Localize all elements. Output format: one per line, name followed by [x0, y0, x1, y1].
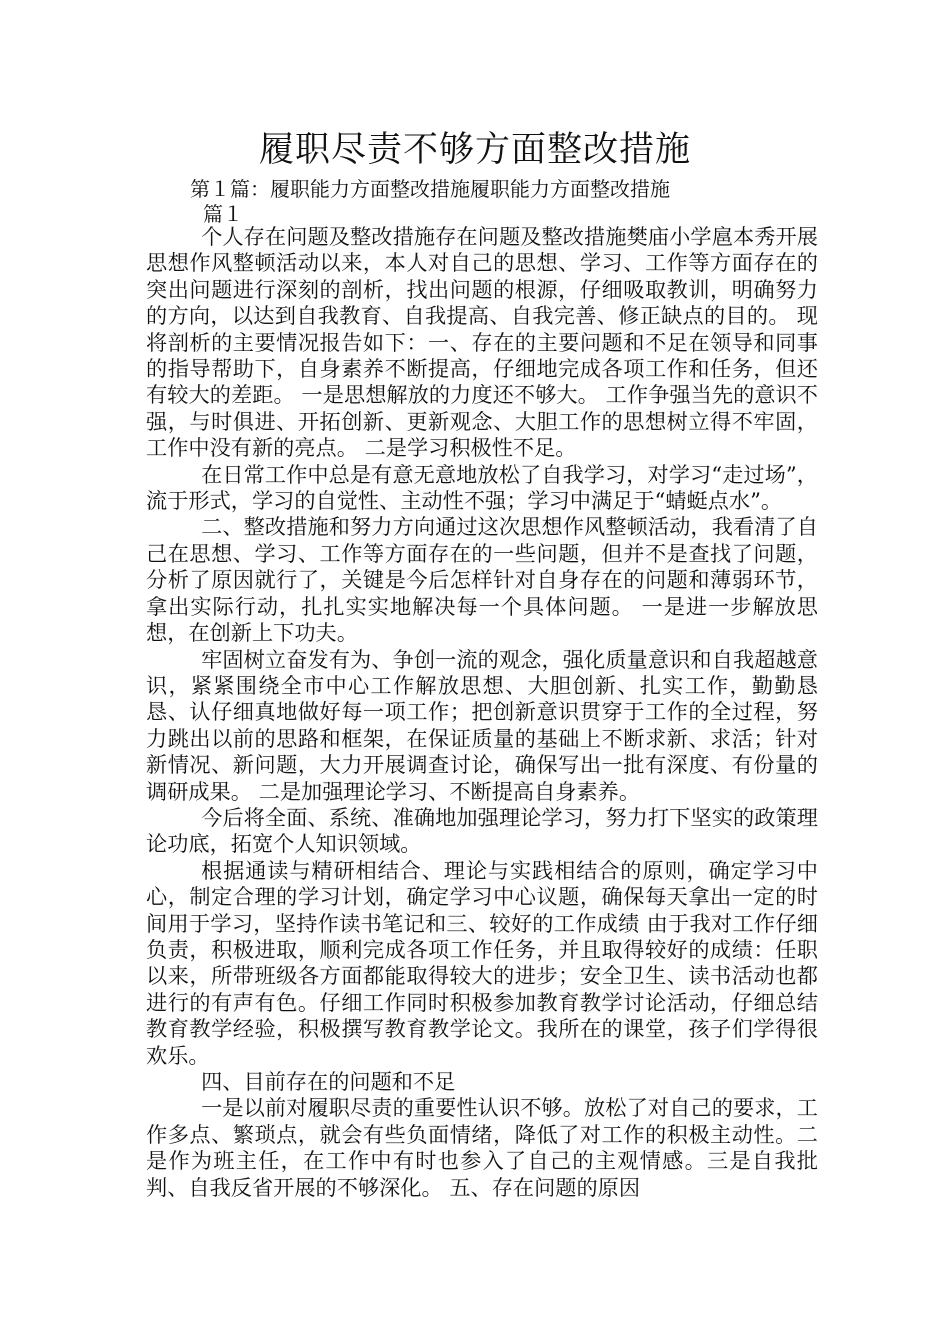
paragraph: 二、整改措施和努力方向通过这次思想作风整顿活动，我看清了自己在思想、学习、工作等方面存在的一些问题，但并不是查找了问题，分析了原因就行了，关键是今后怎样针对自身存在的问题和薄弱环节，拿出实际行动，扎扎实实地解决每一个具体问题。 一是进一步解放思想，在创新上下功夫。	[146, 514, 818, 646]
paragraph: 根据通读与精研相结合、理论与实践相结合的原则，确定学习中心，制定合理的学习计划，确定学习中心议题，确保每天拿出一定的时间用于学习，坚持作读书笔记和三、较好的工作成绩 由于我对工作仔细负责，积极进取，顺利完成各项工作任务，并且取得较好的成绩：任职以来，所带班级各方面都能取得较大的进步；安全卫生、读书活动也都进行的有声有色。仔细工作同时积极参加教育教学讨论活动，仔细总结教育教学经验，积极撰写教育教学论文。我所在的课堂，孩子们学得很欢乐。	[146, 857, 818, 1068]
paragraph: 今后将全面、系统、准确地加强理论学习，努力打下坚实的政策理论功底，拓宽个人知识领域。	[146, 804, 818, 857]
document-title: 履职尽责不够方面整改措施	[258, 130, 691, 170]
paragraph: 个人存在问题及整改措施存在问题及整改措施樊庙小学扈本秀开展思想作风整顿活动以来，本人对自己的思想、学习、工作等方面存在的突出问题进行深刻的剖析，找出问题的根源，仔细吸取教训，明确努力的方向，以达到自我教育、自我提高、自我完善、修正缺点的目的。 现将剖析的主要情况报告如下：一、存在的主要问题和不足在领导和同事的指导帮助下，自身素养不断提高，仔细地完成各项工作和任务，但还有较大的差距。 一是思想解放的力度还不够大。 工作争强当先的意识不强，与时俱进、开拓创新、更新观念、大胆工作的思想树立得不牢固，工作中没有新的亮点。 二是学习积极性不足。	[146, 224, 818, 461]
paragraph: 在日常工作中总是有意无意地放松了自我学习，对学习“走过场”，流于形式，学习的自觉性、主动性不强；学习中满足于“蜻蜓点水”。	[146, 461, 818, 514]
paragraph: 牢固树立奋发有为、争创一流的观念，强化质量意识和自我超越意识，紧紧围绕全市中心工作解放思想、大胆创新、扎实工作，勤勤恳恳、认仔细真地做好每一项工作；把创新意识贯穿于工作的全过程，努力跳出以前的思路和框架，在保证质量的基础上不断求新、求活；针对新情况、新问题，大力开展调查讨论，确保写出一批有深度、有份量的调研成果。 二是加强理论学习、不断提高自身素养。	[146, 646, 818, 804]
document-subtitle: 第１篇：履职能力方面整改措施履职能力方面整改措施	[190, 177, 670, 201]
section-heading: 四、目前存在的问题和不足	[201, 1069, 456, 1094]
document-subtitle-continuation: 篇１	[203, 202, 243, 226]
paragraph: 一是以前对履职尽责的重要性认识不够。放松了对自己的要求，工作多点、繁琐点，就会有些负面情绪，降低了对工作的积极主动性。二是作为班主任，在工作中有时也参入了自己的主观情感。三是自我批判、自我反省开展的不够深化。 五、存在问题的原因	[146, 1095, 818, 1200]
document-body	[146, 224, 818, 1201]
